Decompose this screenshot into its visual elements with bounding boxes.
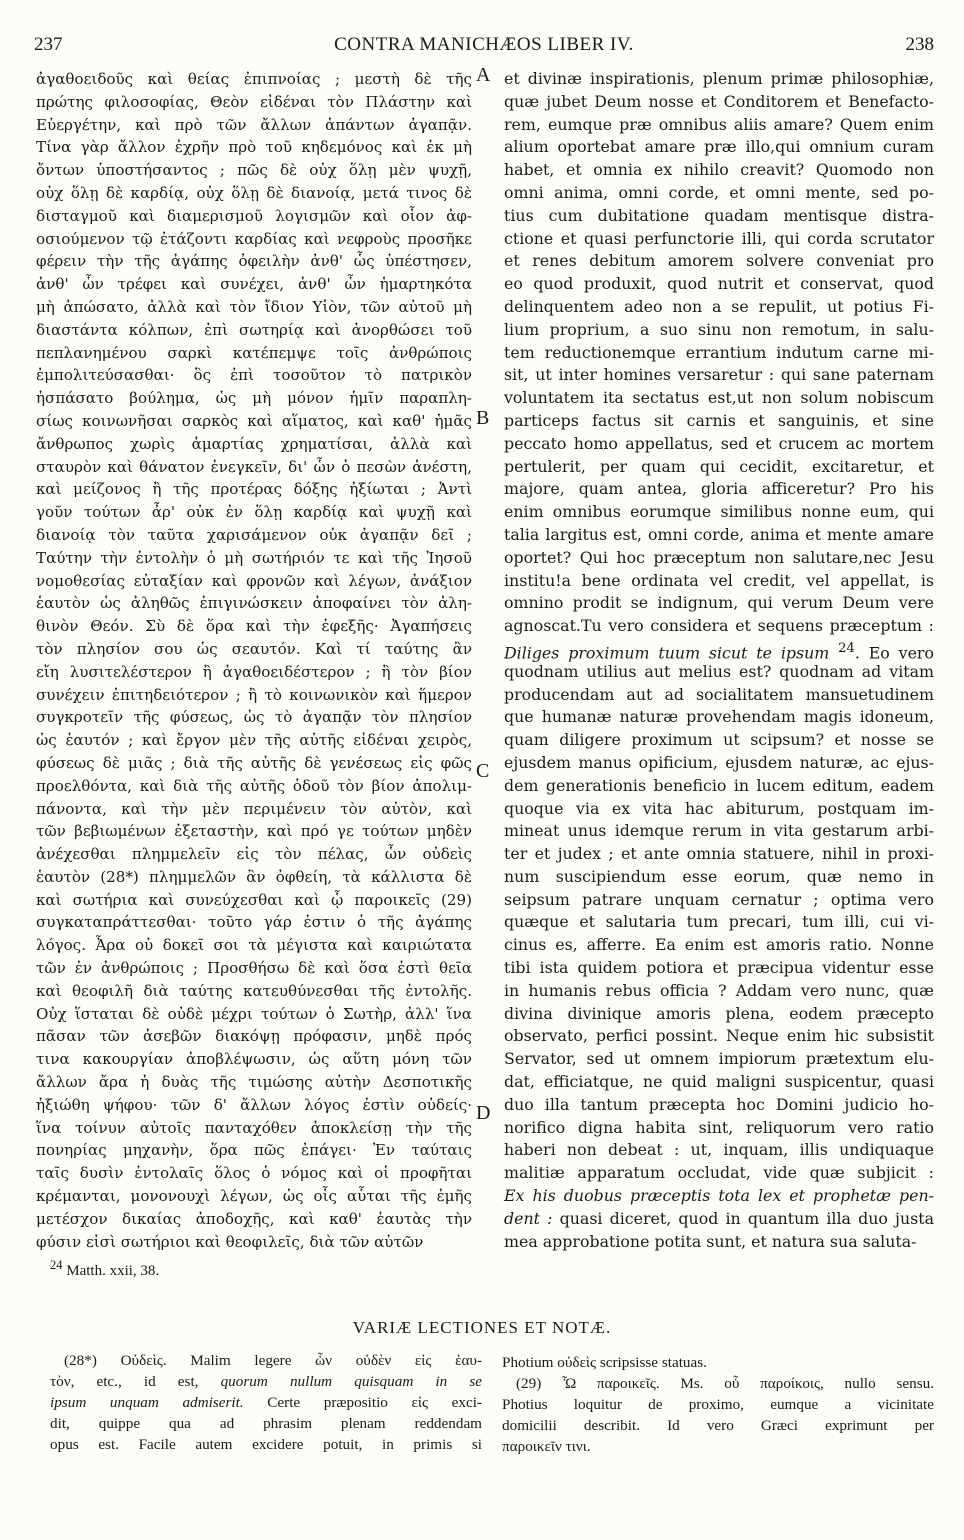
text-line: διαστάντα κόλπων, ἐπὶ σωτηρίᾳ καὶ ἀνορθώσει τοῦ bbox=[36, 320, 472, 339]
text-line: cinus es, afferre. Ea enim est amoris ratio. Nonne bbox=[504, 935, 934, 955]
marker-d: D bbox=[476, 1102, 491, 1124]
text-line: φύσεως δὲ μιᾶς ; διὰ τῆς αὐτῆς δὲ γενέσεως εἰς φῶς bbox=[36, 753, 472, 772]
notes-left-column bbox=[50, 1350, 482, 1455]
text-line: voluntatem ita sectatus est,ut non solum nobiscum bbox=[504, 388, 934, 408]
text-line: tius cum dubitatione quadam mentisque distra- bbox=[504, 205, 934, 225]
marker-c: C bbox=[476, 760, 490, 782]
text-line: δισταγμοῦ καὶ διαμερισμοῦ λογισμῶν καὶ οἷον ἀφ- bbox=[36, 206, 472, 225]
text-line: sit, ut inter homines versaretur : qui sane paternam bbox=[504, 365, 934, 385]
text-line: φέρειν τὴν τῆς ἀγάπης ὀφειλὴν ἀνθ' ὧς ὑπέστησεν, bbox=[36, 252, 472, 271]
text-line: quodnam utilius aut melius est? quodnam ad vitam bbox=[504, 661, 934, 681]
text-line: duo illa tantum præcepta hoc Domini judicio ho- bbox=[504, 1094, 934, 1114]
text-line: haberi non debeat : ut, inquam, illis undiquaque bbox=[504, 1140, 934, 1160]
text-line: ἵνα τοίνυν αὐτοῖς πανταχόθεν ἀποκλείσῃ τὴν τῆς bbox=[36, 1118, 472, 1137]
text-line: ὄντων ὑποστήσαντος ; πῶς δὲ οὐχ ὅλῃ μὲν ψυχῇ, bbox=[36, 161, 472, 180]
text-line: ἄνθρωπος χωρὶς ἁμαρτίας χρηματίσαι, ἀλλὰ καὶ bbox=[36, 434, 472, 453]
text-line: habet, et omnia ex nihilo creavit? Quomodo non bbox=[504, 160, 934, 180]
footnote-text: Matth. xxii, 38. bbox=[62, 1262, 160, 1279]
footnote bbox=[50, 1258, 159, 1280]
text-line: rem, eumque præ omnibus aliis amare? Quem enim bbox=[504, 114, 934, 134]
page-header bbox=[34, 34, 934, 58]
text-line: omni anima, omni corde, et omni mente, sed po- bbox=[504, 182, 934, 202]
text-line: mea approbatione potita sunt, et natura sua saluta- bbox=[504, 1231, 917, 1251]
text-line: πονηρίας μηχανὴν, ὅρα πῶς ἐπάγει· Ἐν ταύταις bbox=[36, 1141, 472, 1160]
text-line: Servator, sed ut omnem impiorum prætextum elu- bbox=[504, 1049, 934, 1069]
text-line: observato, perfici possint. Neque enim hic subsistit bbox=[504, 1026, 934, 1046]
text-line: Ex his duobus præceptis tota lex et prophetæ pen- bbox=[504, 1186, 934, 1206]
latin-column bbox=[504, 68, 934, 1253]
text-line: talia largitus est, omni corde, anima et mente amare bbox=[504, 524, 934, 544]
text-line: συνέχειν ἐπιτηδειότερον ; ἢ τὸ κοινωνικὸν καὶ ἥμερον bbox=[36, 685, 472, 704]
text-line: quæque et salutaria tum precari, tum illi, cui vi- bbox=[504, 912, 934, 932]
text-line: τῶν βεβιωμένων ἐξεταστὴν, καὶ πρό γε τούτων μηδὲν bbox=[36, 822, 472, 841]
text-line: peccato homo appellatus, sed et crucem ac mortem bbox=[504, 433, 934, 453]
text-line: dent : quasi diceret, quod in quantum illa duo justa bbox=[504, 1208, 935, 1228]
text-line: et divinæ inspirationis, plenum primæ philosophiæ, bbox=[504, 69, 934, 88]
text-line: lium proprium, a suo sinu non remotum, in salu- bbox=[504, 319, 934, 339]
text-line: que humanæ naturæ provehendam magis idoneum, bbox=[504, 707, 934, 727]
text-line: quam diligere proximum ut scipsum? et nosse se bbox=[504, 730, 934, 750]
text-line: tibi ista quidem potiora et præcipua videntur esse bbox=[504, 958, 934, 978]
text-line: Εὐεργέτην, καὶ πρὸ τῶν ἄλλων ἁπάντων ἀγαπᾷν. bbox=[36, 115, 472, 134]
text-line: eo quod produxit, quod nutrit et conservat, quod bbox=[504, 274, 934, 294]
page-number-left: 237 bbox=[34, 34, 63, 55]
greek-column bbox=[36, 68, 472, 1253]
text-line: majore, quam antea, gloria afficeretur? Pro his bbox=[504, 479, 934, 499]
text-line: κρέμανται, μονονουχὶ λέγων, ὡς οἷς αὗται τῆς ἐμῆς bbox=[36, 1187, 472, 1206]
text-line: seipsum patrare unquam cernatur ; optima vero bbox=[504, 889, 934, 909]
text-line: ἄλλων ἄρα ἡ δυὰς τῆς τιμώσης αὐτὴν Δεσποτικῆς bbox=[36, 1073, 472, 1092]
text-line: καὶ μείζονος ἢ τῆς προτέρας δόξης ἠξίωται ; Ἀντὶ bbox=[36, 480, 472, 499]
text-line: delinquentem adeo non a se repulit, ut potius Fi- bbox=[504, 296, 934, 316]
note-line: (28*) Οὐδεὶς. Malim legere ὧν οὐδὲν εἰς ἑαυ- bbox=[64, 1352, 482, 1369]
text-line: ἑαυτὸν ὡς ἀληθῶς ἐπιγινώσκειν ἀποφαίνει τὸν ἀλη- bbox=[36, 594, 472, 613]
text-line: καὶ σωτήρια καὶ συνεύχεσθαι καὶ ᾧ παροικεῖς (29) bbox=[36, 890, 472, 909]
text-line: τῶν ἐν ἀνθρώποις ; Προσθήσω δὲ καὶ ὅσα ἐστὶ θεῖα bbox=[36, 959, 472, 978]
text-line: πρώτης φιλοσοφίας, Θεὸν εἰδέναι τὸν Πλάστην καὶ bbox=[36, 92, 472, 111]
text-line: alium oportebat amare præ illo,qui omnium curam bbox=[504, 137, 934, 157]
text-line: num suscipiendum esse eorum, quæ nemo in bbox=[504, 866, 934, 886]
text-line: mineat unus idemque rerum in vita gestarum arbi- bbox=[504, 821, 934, 841]
text-line: ἐμπολιτεύσασθαι· ὃς ἐπὶ τοσοῦτον τὸ πατρικὸν bbox=[36, 366, 472, 385]
note-line: παροικεῖν τινι. bbox=[502, 1438, 591, 1455]
text-line: καὶ θεοφιλῆ διὰ ταύτης κατευθύνεσθαι τῆς ἐντολῆς. bbox=[36, 981, 472, 1000]
text-line: εἴη λυσιτελέστερον ἢ ἀγαθοειδέστερον ; ἢ τὸν βίον bbox=[36, 662, 472, 681]
text-line: divina divinique amoris plena, eodem præcepto bbox=[504, 1003, 934, 1023]
text-line: tem reductionemque errantium indutum carne mi- bbox=[504, 342, 934, 362]
text-line: φύσιν εἰσὶ σωτήριοι καὶ θεοφιλεῖς, διὰ τῶν αὐτῶν bbox=[36, 1232, 424, 1251]
text-line: Ταύτην τὴν ἐντολὴν ὁ μὴ σωτήριόν τε καὶ τῆς Ἰησοῦ bbox=[36, 548, 472, 567]
text-line: διανοίᾳ τὸν ταῦτα χαρισάμενον οὐκ ἀγαπᾷν δεῖ ; bbox=[36, 525, 472, 544]
text-line: Οὐχ ἵσταται δὲ οὐδὲ μέχρι τούτων ὁ Σωτὴρ, ἀλλ' ἵνα bbox=[36, 1004, 472, 1023]
text-line: quoque via ex vita hac abiturum, postquam im- bbox=[504, 798, 934, 818]
text-line: ἠξιώθη ψήφου· τῶν δ' ἄλλων λόγος ἐστὶν οὐδείς· bbox=[36, 1095, 472, 1114]
text-line: σίως κοινωνῆσαι σαρκὸς καὶ αἵματος, καὶ καθ' ἡμᾶς bbox=[36, 411, 472, 430]
text-line: συγκροτεῖν τῆς φύσεως, ὡς τὸ ἀγαπᾷν τὸν πλησίον bbox=[36, 708, 472, 727]
text-line: λόγος. Ἆρα οὐ δοκεῖ σοι τὰ μέγιστα καὶ καιριώτατα bbox=[36, 936, 472, 955]
marker-b: B bbox=[476, 407, 490, 429]
text-line: οσιούμενον τῷ ἐτάζοντι καρδίας καὶ νεφροὺς προσῆκε bbox=[36, 229, 472, 248]
text-line: ἠσπάσατο βούλημα, ὡς μὴ μόνον ἡμῖν παραπλη- bbox=[36, 389, 472, 408]
marker-a: A bbox=[476, 64, 491, 86]
text-line: πεπλανημένου σαρκὶ κατέπεμψε τοῖς ἀνθρώποις bbox=[36, 343, 472, 362]
text-line: pertulerit, per quam qui cecidit, excitaretur, et bbox=[504, 456, 934, 476]
variae-lectiones-title: VARIÆ LECTIONES ET NOTÆ. bbox=[352, 1318, 612, 1337]
text-line: ἀνέχεσθαι πλημμελεῖν εἰς τὸν πέλας, ὧν οὐδεὶς bbox=[36, 845, 472, 864]
text-line: νομοθεσίας εὐταξίαν καὶ φρονῶν καὶ λέγων, ἀνάξιον bbox=[36, 571, 472, 590]
text-line: μὴ ἀπώσατο, ἀλλὰ καὶ τὸν ἴδιον Υἱὸν, τῶν αὐτοῦ μὴ bbox=[36, 297, 472, 316]
text-line: ctione et quasi perfunctorie illi, qui corda scrutator bbox=[504, 228, 934, 248]
note-line: Photium οὐδεὶς scripsisse statuas. bbox=[502, 1354, 707, 1371]
text-line: in humanis rebus officia ? Addam vero nunc, quæ bbox=[504, 980, 934, 1000]
text-line: ταῖς δυσὶν ἐντολαῖς ὅλος ὁ νόμος καὶ οἱ προφῆται bbox=[36, 1164, 472, 1183]
note-line: dit, quippe qua ad phrasim plenam reddendam bbox=[50, 1415, 482, 1432]
text-line: θινὸν Θεόν. Σὺ δὲ ὅρα καὶ τὴν ἐφεξῆς· Ἀγαπήσεις bbox=[36, 617, 472, 636]
text-line: τινα κακουργίαν ἀποβλέψωσιν, ὡς αὕτη μόνη τῶν bbox=[36, 1050, 472, 1069]
text-line: quæ jubet Deum nosse et Conditorem et Benefacto- bbox=[504, 91, 934, 111]
note-line: τὸν, etc., id est, quorum nullum quisquam in se bbox=[50, 1373, 482, 1390]
text-line: πᾶσαν τῶν ἀσεβῶν διακόψῃ πρόφασιν, μηδὲ πρός bbox=[36, 1027, 472, 1046]
text-line: agnoscat.Tu vero considera et sequens præceptum : bbox=[504, 616, 934, 636]
notes-right-column bbox=[502, 1352, 934, 1457]
text-line: οὐχ ὅλῃ δὲ καρδίᾳ, οὐχ ὅλῃ δὲ διανοίᾳ, μετά τινος δὲ bbox=[36, 183, 472, 202]
note-line: (29) Ὦ παροικεῖς. Ms. οὗ παροίκοις, nullo sensu. bbox=[516, 1375, 934, 1392]
text-line: ἀνθ' ὧν τρέφει καὶ συνέχει, ἀνθ' ὧν ἡμαρτηκότα bbox=[36, 275, 472, 294]
text-line: enim omnibus eorumque similibus nonne eum, qui bbox=[504, 502, 934, 522]
text-line: producendam aut ad socialitatem mansuetudinem bbox=[504, 684, 934, 704]
note-line: Photius loquitur de proximo, eumque a vicinitate bbox=[502, 1396, 934, 1413]
note-line: domicilii describit. Id vero Græci exprimunt per bbox=[502, 1417, 934, 1434]
running-title: CONTRA MANICHÆOS LIBER IV. bbox=[334, 34, 634, 55]
text-line: et renes debitum amorem solvere conveniat pro bbox=[504, 251, 934, 271]
page-number-right: 238 bbox=[905, 34, 934, 55]
text-line: norifico digna habita sint, reliquorum vero ratio bbox=[504, 1117, 934, 1137]
text-line: ejusdem manus opificium, ejusdem naturæ, ac ejus- bbox=[504, 752, 934, 772]
text-line: Τίνα γὰρ ἄλλον ἐχρῆν πρὸ τοῦ κηδεμόνος καὶ ἐκ μὴ bbox=[36, 138, 472, 157]
text-line: particeps factus sit carnis et sanguinis, et sine bbox=[504, 410, 934, 430]
text-line: τὸν πλησίον σου ὡς σεαυτόν. Καὶ τί ταύτης ἂν bbox=[36, 639, 472, 658]
text-line: ter et judex ; et ante omnia statuere, nihil in proxi- bbox=[504, 844, 934, 864]
text-line: Diliges proximum tuum sicut te ipsum $^{24}$. Eo vero bbox=[504, 640, 934, 663]
text-line: ἀγαθοειδοῦς καὶ θείας ἐπιπνοίας ; μεστὴ δὲ τῆς bbox=[36, 70, 472, 88]
text-line: dem generationis beneficio in lucem editum, eadem bbox=[504, 775, 934, 795]
text-line: προελθόντα, καὶ διὰ τῆς αὐτῆς ὁδοῦ τὸν βίον ἀπολιμ- bbox=[36, 776, 472, 795]
text-line: γοῦν τούτων ἆρ' οὐκ ἐν ὅλῃ καρδίᾳ καὶ ψυχῇ καὶ bbox=[36, 503, 472, 522]
text-line: institu!a bene ordinata vel credit, vel appellat, is bbox=[504, 570, 934, 590]
note-line: opus est. Facile autem excidere potuit, in primis si bbox=[50, 1436, 482, 1453]
text-line: μετέσχον δικαίας ἀποδοχῆς, καὶ καθ' ἑαυτὰς τὴν bbox=[36, 1209, 472, 1228]
text-line: dat, efficiatque, ne quid maligni suspicentur, quasi bbox=[504, 1072, 934, 1092]
text-line: πάνοντα, καὶ τὴν μὲν περιμένειν τὸν αὐτὸν, καὶ bbox=[36, 799, 472, 818]
text-line: malitiæ apparatum occludat, vide quæ subjicit : bbox=[504, 1163, 934, 1183]
text-line: συγκαταπράττεσθαι· τοῦτο γάρ ἐστιν ὁ τῆς ἀγάπης bbox=[36, 913, 472, 932]
footnote-number: 24 bbox=[50, 1257, 63, 1272]
text-line: omnino prodit se indignum, qui verum Deum vere bbox=[504, 593, 934, 613]
text-line: oportet? Qui hoc præceptum non salutare,nec Jesu bbox=[504, 547, 934, 567]
note-line: ipsum unquam admiserit. Certe præpositio εἰς exci- bbox=[50, 1394, 482, 1411]
text-line: σταυρὸν καὶ θάνατον ἐνεγκεῖν, δι' ὧν ὁ πεσὼν ἀνέστη, bbox=[36, 457, 472, 476]
text-line: ἑαυτὸν (28*) πλημμελῶν ἂν ὀφθείη, τὰ κάλλιστα δὲ bbox=[36, 867, 472, 886]
text-line: ὡς ἑαυτόν ; καὶ ἔργον μὲν τῆς αὐτῆς εἰδέναι χειρὸς, bbox=[36, 731, 472, 750]
